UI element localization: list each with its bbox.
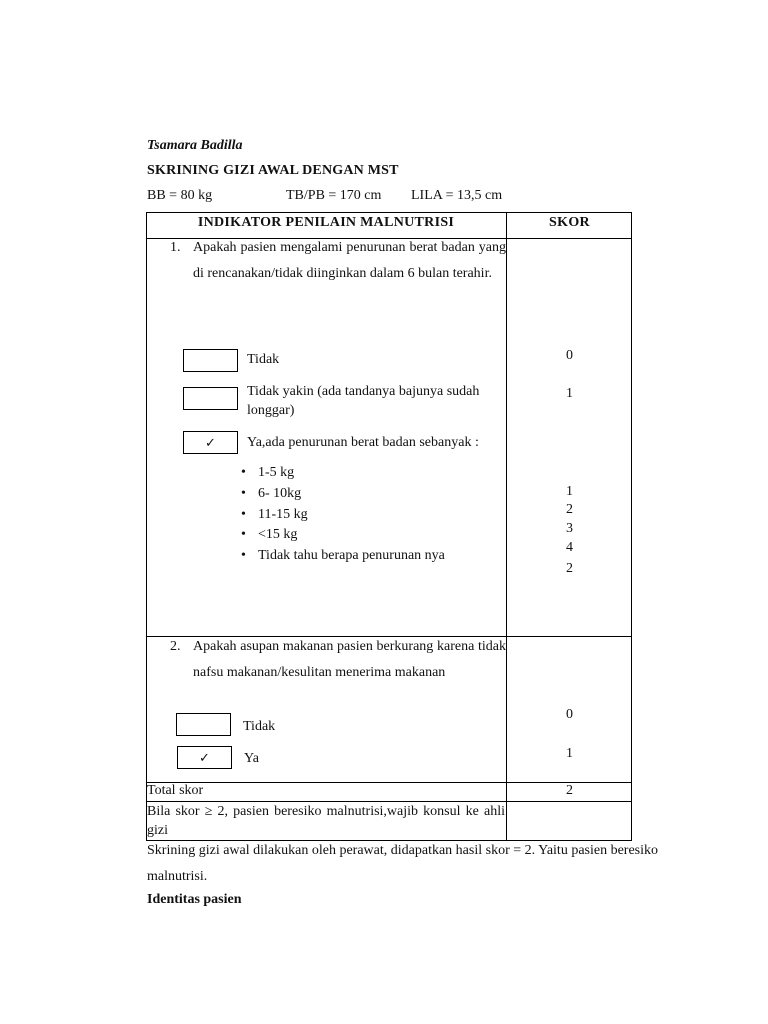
question-2-text: Apakah asupan makanan pasien berkurang karena tidak nafsu makanan/kesulitan menerima makanan <box>193 639 506 680</box>
bullet-icon: • <box>241 486 246 501</box>
total-label: Total skor <box>147 783 204 798</box>
checkbox-ya[interactable]: ✓ <box>177 746 232 769</box>
question-number: 2. <box>170 639 181 654</box>
list-item: 11-15 kg <box>258 507 308 522</box>
option-label: Ya <box>244 751 259 766</box>
header-score: SKOR <box>549 215 590 230</box>
score-value: 3 <box>566 521 573 536</box>
measurement-bb: BB = 80 kg <box>147 188 213 203</box>
score-value: 1 <box>566 746 573 761</box>
list-item: 6- 10kg <box>258 486 302 501</box>
measurement-tb: TB/PB = 170 cm <box>286 188 382 203</box>
score-value: 0 <box>566 707 573 722</box>
option-label: Ya,ada penurunan berat badan sebanyak : <box>247 435 479 450</box>
question-number: 1. <box>170 240 181 255</box>
bullet-icon: • <box>241 527 246 542</box>
bullet-icon: • <box>241 548 246 563</box>
checkbox-tidak[interactable] <box>183 349 238 372</box>
score-value: 4 <box>566 540 573 555</box>
list-item: Tidak tahu berapa penurunan nya <box>258 548 445 563</box>
section-heading: Identitas pasien <box>147 892 242 907</box>
option-label: Tidak <box>243 719 276 734</box>
score-value: 2 <box>566 502 573 517</box>
score-value: 2 <box>566 561 573 576</box>
total-value: 2 <box>566 783 573 798</box>
bullet-icon: • <box>241 507 246 522</box>
conclusion-paragraph: Skrining gizi awal dilakukan oleh perawat, didapatkan hasil skor = 2. Yaitu pasien beresiko malnutrisi. <box>147 843 659 884</box>
score-value: 0 <box>566 348 573 363</box>
table-border-left <box>146 212 147 841</box>
table-border-top <box>146 212 632 213</box>
measurement-lila: LILA = 13,5 cm <box>411 188 503 203</box>
author-name: Tsamara Badilla <box>147 138 243 153</box>
bullet-icon: • <box>241 465 246 480</box>
document-title: SKRINING GIZI AWAL DENGAN MST <box>147 163 399 178</box>
question-1-text: Apakah pasien mengalami penurunan berat badan yang di rencanakan/tidak diinginkan dalam 6 bulan terahir. <box>193 240 506 281</box>
option-label: Tidak yakin (ada tandanya bajunya sudah longgar) <box>247 384 480 418</box>
checkbox-ya[interactable]: ✓ <box>183 431 238 454</box>
score-value: 1 <box>566 484 573 499</box>
checkbox-tidak-yakin[interactable] <box>183 387 238 410</box>
score-value: 1 <box>566 386 573 401</box>
header-indicator: INDIKATOR PENILAIN MALNUTRISI <box>197 215 455 230</box>
checkbox-tidak[interactable] <box>176 713 231 736</box>
list-item: <15 kg <box>258 527 298 542</box>
list-item: 1-5 kg <box>258 465 295 480</box>
option-label: Tidak <box>247 352 280 367</box>
risk-note: Bila skor ≥ 2, pasien beresiko malnutrisi,wajib konsul ke ahli gizi <box>147 804 505 838</box>
